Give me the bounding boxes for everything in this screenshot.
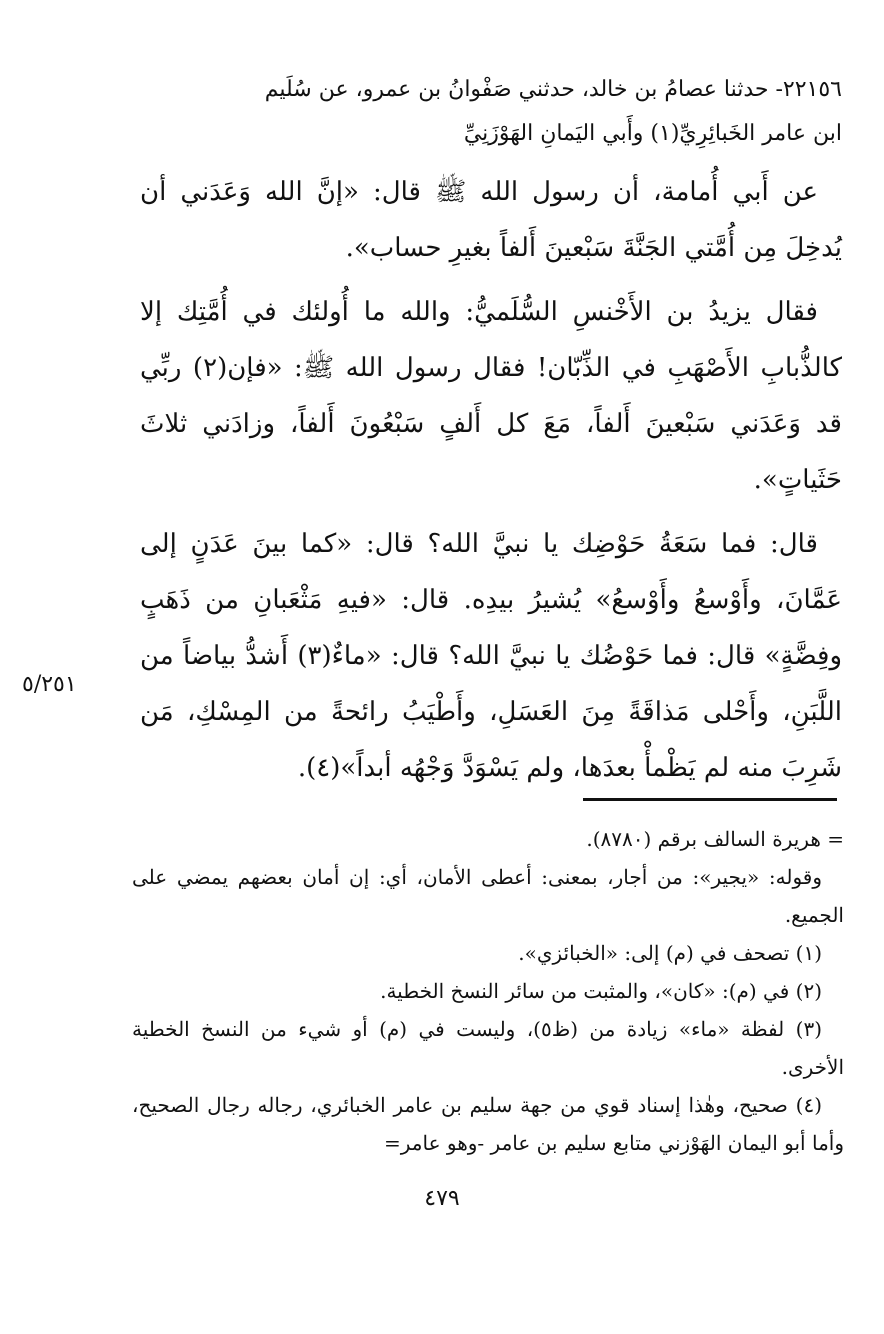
isnad-line-2: ابن عامر الخَبائِرِيِّ(١) وأَبي اليَمانِ الهَوْزَنِيِّ [463,121,842,146]
hadith-body [140,164,842,804]
margin-volume-page-reference: ٥/٢٥١ [22,672,77,697]
hadith-paragraph-1: عن أَبي أُمامة، أن رسول الله ﷺ قال: «إنَّ الله وَعَدَني أن يُدخِلَ مِن أُمَّتي الجَنَّةَ سَبْعينَ أَلفاً بغيرِ حساب». [140,177,842,263]
page-number: ٤٧٩ [424,1186,460,1211]
footnote-3: (٣) لفظة «ماء» زيادة من (ظ٥)، وليست في (م) أو شيء من النسخ الخطية الأخرى. [132,1017,844,1079]
footnote-4: (٤) صحيح، وهٰذا إسناد قوي من جهة سليم بن عامر الخبائري، رجاله رجال الصحيح، وأما أبو اليمان الهَوْزني متابع سليم بن عامر -وهو عامر= [132,1093,844,1155]
footnote-2: (٢) في (م): «كان»، والمثبت من سائر النسخ الخطية. [380,979,822,1003]
hadith-paragraph-3: قال: فما سَعَةُ حَوْضِك يا نبيَّ الله؟ قال: «كما بينَ عَدَنٍ إلى عَمَّانَ، وأَوْسعُ وأَوْسعُ» يُشيرُ بيدِه. قال: «فيهِ مَثْعَبانِ من ذَهَبٍ وفِضَّةٍ» قال: فما حَوْضُك يا نبيَّ الله؟ قال: «ماءٌ(٣) أَشدُّ بياضاً من اللَّبَنِ، وأَحْلى مَذاقَةً مِنَ العَسَلِ، وأَطْيَبُ رائحةً من المِسْكِ، مَن شَرِبَ منه لم يَظْمأْ بعدَها، ولم يَسْوَدَّ وَجْهُه أبداً»(٤). [140,529,842,783]
footnote-1: (١) تصحف في (م) إلى: «الخبائزي». [518,941,822,965]
footnote-continuation-2: وقوله: «يجير»: من أجار، بمعنى: أعطى الأمان، أي: إن أمان بعضهم يمضي على الجميع. [132,865,844,927]
hadith-paragraph-2: فقال يزيدُ بن الأَخْنسِ السُّلَميُّ: والله ما أُولئك في أُمَّتِك إلا كالذُّبابِ الأَصْهَبِ في الذِّبّان! فقال رسول الله ﷺ: «فإن(٢) ربِّي قد وَعَدَني سَبْعينَ أَلفاً، مَعَ كل أَلفٍ سَبْعُونَ أَلفاً، وزادَني ثلاثَ حَثَياتٍ». [140,297,842,495]
footnote-separator [583,798,837,801]
footnotes [132,820,844,1162]
hadith-isnad-header [140,68,842,156]
isnad-line-1: ٢٢١٥٦- حدثنا عصامُ بن خالد، حدثني صَفْوانُ بن عمرو، عن سُلَيم [264,77,842,102]
footnote-continuation-1: = هريرة السالف برقم (٨٧٨٠). [586,827,844,851]
